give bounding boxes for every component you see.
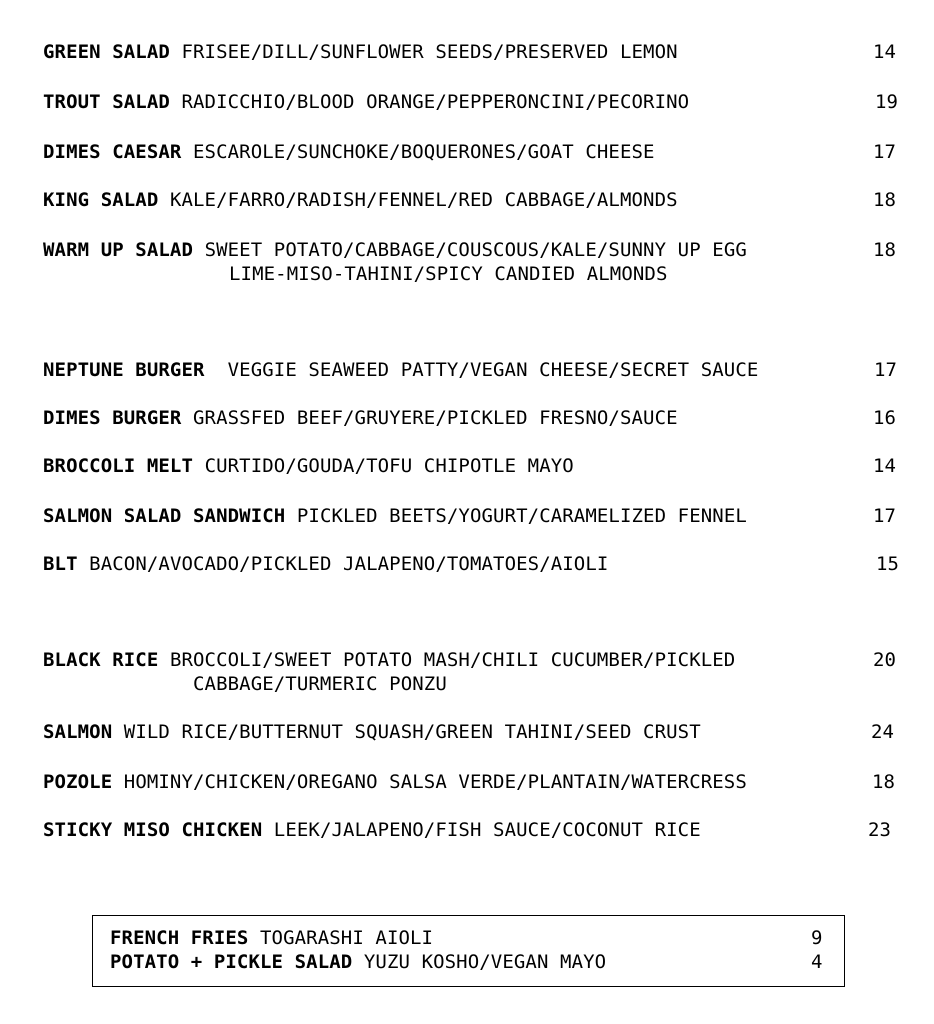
item-description: BACON/AVOCADO/PICKLED JALAPENO/TOMATOES/AIOLI — [89, 553, 609, 575]
item-description: BROCCOLI/SWEET POTATO MASH/CHILI CUCUMBER/PICKLED — [169, 649, 736, 671]
item-price: 19 — [875, 91, 899, 113]
item-price: 17 — [873, 505, 897, 527]
item-description: HOMINY/CHICKEN/OREGANO SALSA VERDE/PLANTAIN/WATERCRESS — [123, 771, 747, 793]
item-price: 16 — [873, 407, 897, 429]
item-price: 18 — [873, 189, 897, 211]
item-name: BLT — [43, 553, 78, 575]
item-name: WARM UP SALAD — [43, 239, 194, 261]
item-description: KALE/FARRO/RADISH/FENNEL/RED CABBAGE/ALMONDS — [169, 189, 678, 211]
item-name: SALMON — [43, 721, 113, 743]
item-name: POTATO + PICKLE SALAD — [110, 951, 353, 973]
item-price: 14 — [873, 41, 897, 63]
item-name: TROUT SALAD — [43, 91, 170, 113]
item-price: 18 — [873, 239, 897, 261]
item-description: CURTIDO/GOUDA/TOFU CHIPOTLE MAYO — [204, 455, 574, 477]
item-description-continued: CABBAGE/TURMERIC PONZU — [193, 673, 447, 695]
item-description: GRASSFED BEEF/GRUYERE/PICKLED FRESNO/SAUCE — [193, 407, 678, 429]
item-description: YUZU KOSHO/VEGAN MAYO — [363, 951, 607, 973]
item-description: FRISEE/DILL/SUNFLOWER SEEDS/PRESERVED LEMON — [181, 41, 678, 63]
item-name: POZOLE — [43, 771, 113, 793]
item-price: 24 — [871, 721, 895, 743]
item-name: KING SALAD — [43, 189, 159, 211]
item-name: DIMES BURGER — [43, 407, 182, 429]
item-description: RADICCHIO/BLOOD ORANGE/PEPPERONCINI/PECORINO — [181, 91, 690, 113]
item-description-continued: LIME-MISO-TAHINI/SPICY CANDIED ALMONDS — [229, 263, 668, 285]
item-description: ESCAROLE/SUNCHOKE/BOQUERONES/GOAT CHEESE — [193, 141, 655, 163]
item-name: SALMON SALAD SANDWICH — [43, 505, 286, 527]
item-price: 4 — [811, 951, 823, 973]
item-price: 14 — [873, 455, 897, 477]
item-name: BROCCOLI MELT — [43, 455, 194, 477]
item-name: STICKY MISO CHICKEN — [43, 819, 263, 841]
item-price: 23 — [868, 819, 892, 841]
item-price: 18 — [872, 771, 896, 793]
item-price: 15 — [876, 553, 900, 575]
item-price: 17 — [874, 359, 898, 381]
sides-box — [92, 915, 845, 987]
item-name: NEPTUNE BURGER — [43, 359, 205, 381]
item-price: 20 — [873, 649, 897, 671]
item-price: 17 — [873, 141, 897, 163]
item-name: DIMES CAESAR — [43, 141, 182, 163]
item-name: BLACK RICE — [43, 649, 159, 671]
item-description: VEGGIE SEAWEED PATTY/VEGAN CHEESE/SECRET SAUCE — [227, 359, 759, 381]
item-description: SWEET POTATO/CABBAGE/COUSCOUS/KALE/SUNNY UP EGG — [204, 239, 747, 261]
item-description: PICKLED BEETS/YOGURT/CARAMELIZED FENNEL — [296, 505, 747, 527]
item-name: FRENCH FRIES — [110, 927, 249, 949]
item-name: GREEN SALAD — [43, 41, 170, 63]
item-description: LEEK/JALAPENO/FISH SAUCE/COCONUT RICE — [273, 819, 701, 841]
item-price: 9 — [811, 927, 823, 949]
item-description: TOGARASHI AIOLI — [260, 927, 434, 949]
item-description: WILD RICE/BUTTERNUT SQUASH/GREEN TAHINI/SEED CRUST — [123, 721, 701, 743]
